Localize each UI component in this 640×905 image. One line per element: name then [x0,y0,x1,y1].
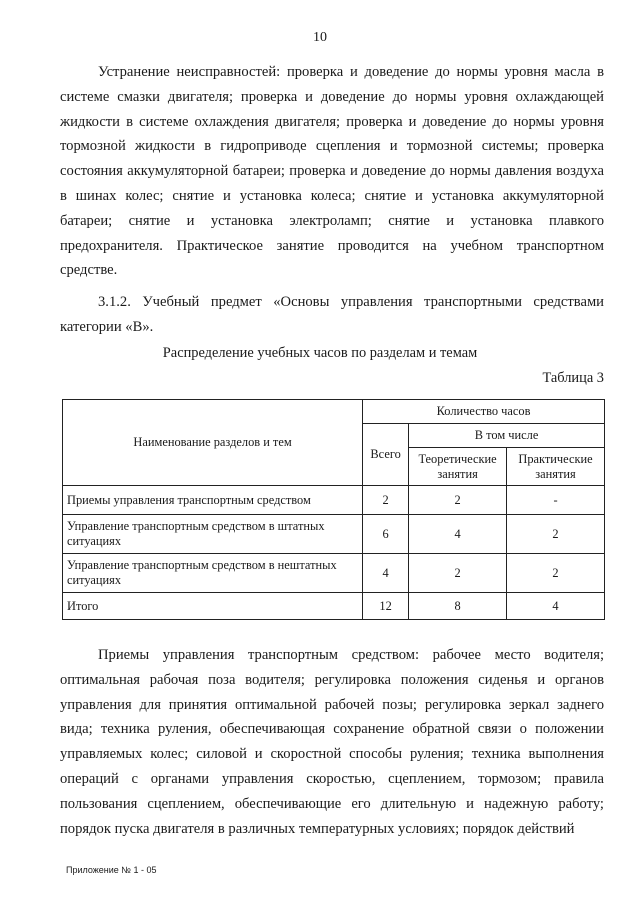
row-total: 2 [363,486,409,515]
row-theory: 2 [409,554,507,593]
row-practice: 4 [507,593,605,620]
header-theory: Теоретические занятия [409,448,507,486]
row-total: 12 [363,593,409,620]
row-total: 6 [363,515,409,554]
row-theory: 8 [409,593,507,620]
paragraph-subject-heading: 3.1.2. Учебный предмет «Основы управления транспортными средствами категории «В». [60,294,604,335]
header-total: Всего [363,424,409,486]
row-name: Управление транспортным средством в штатных ситуациях [63,515,363,554]
table-label: Таблица 3 [542,370,604,386]
table-row [63,593,605,620]
footer-note: Приложение № 1 - 05 [66,865,157,875]
row-name: Приемы управления транспортным средством [63,486,363,515]
header-hours-count: Количество часов [363,400,605,424]
table-row [63,515,605,554]
paragraph-driving-techniques: Приемы управления транспортным средством: рабочее место водителя; оптимальная рабочая поза водителя; регулировка положения сиденья и органов управления для принятия оптимальной рабочей позы; регулировка зеркал заднего вида; техника руления, обеспечивающая сохранение обратной связи о положении управляемых колес; силовой и скоростной способы руления; техника выполнения операций с органами управления скоростью, сцеплением, тормозом; правила пользования сцеплением, обеспечивающие его длительную и надежную работу; порядок пуска двигателя в различных температурных условиях; порядок действий [60,647,604,837]
row-name: Итого [63,593,363,620]
row-practice: 2 [507,515,605,554]
table-row [63,486,605,515]
header-practice: Практические занятия [507,448,605,486]
row-total: 4 [363,554,409,593]
row-theory: 2 [409,486,507,515]
hours-table [62,399,605,620]
paragraph-troubleshooting: Устранение неисправностей: проверка и доведение до нормы уровня масла в системе смазки двигателя; проверка и доведение до нормы уровня охлаждающей жидкости в системе охлаждения двигателя; проверка и доведение до нормы уровня тормозной жидкости в гидроприводе сцепления и тормозной системы; проверка состояния аккумуляторной батареи; проверка и доведение до нормы давления воздуха в шинах колес; снятие и установка колеса; снятие и установка аккумуляторной батареи; снятие и установка электроламп; снятие и установка плавкого предохранителя. Практическое занятие проводится на учебном транспортном средстве. [60,64,604,279]
table-caption: Распределение учебных часов по разделам и темам [162,345,478,361]
row-name: Управление транспортным средством в нештатных ситуациях [63,554,363,593]
row-practice: 2 [507,554,605,593]
header-section-name: Наименование разделов и тем [63,400,363,486]
table-row [63,554,605,593]
page-number: 10 [313,30,327,45]
row-theory: 4 [409,515,507,554]
row-practice: - [507,486,605,515]
header-including: В том числе [409,424,605,448]
